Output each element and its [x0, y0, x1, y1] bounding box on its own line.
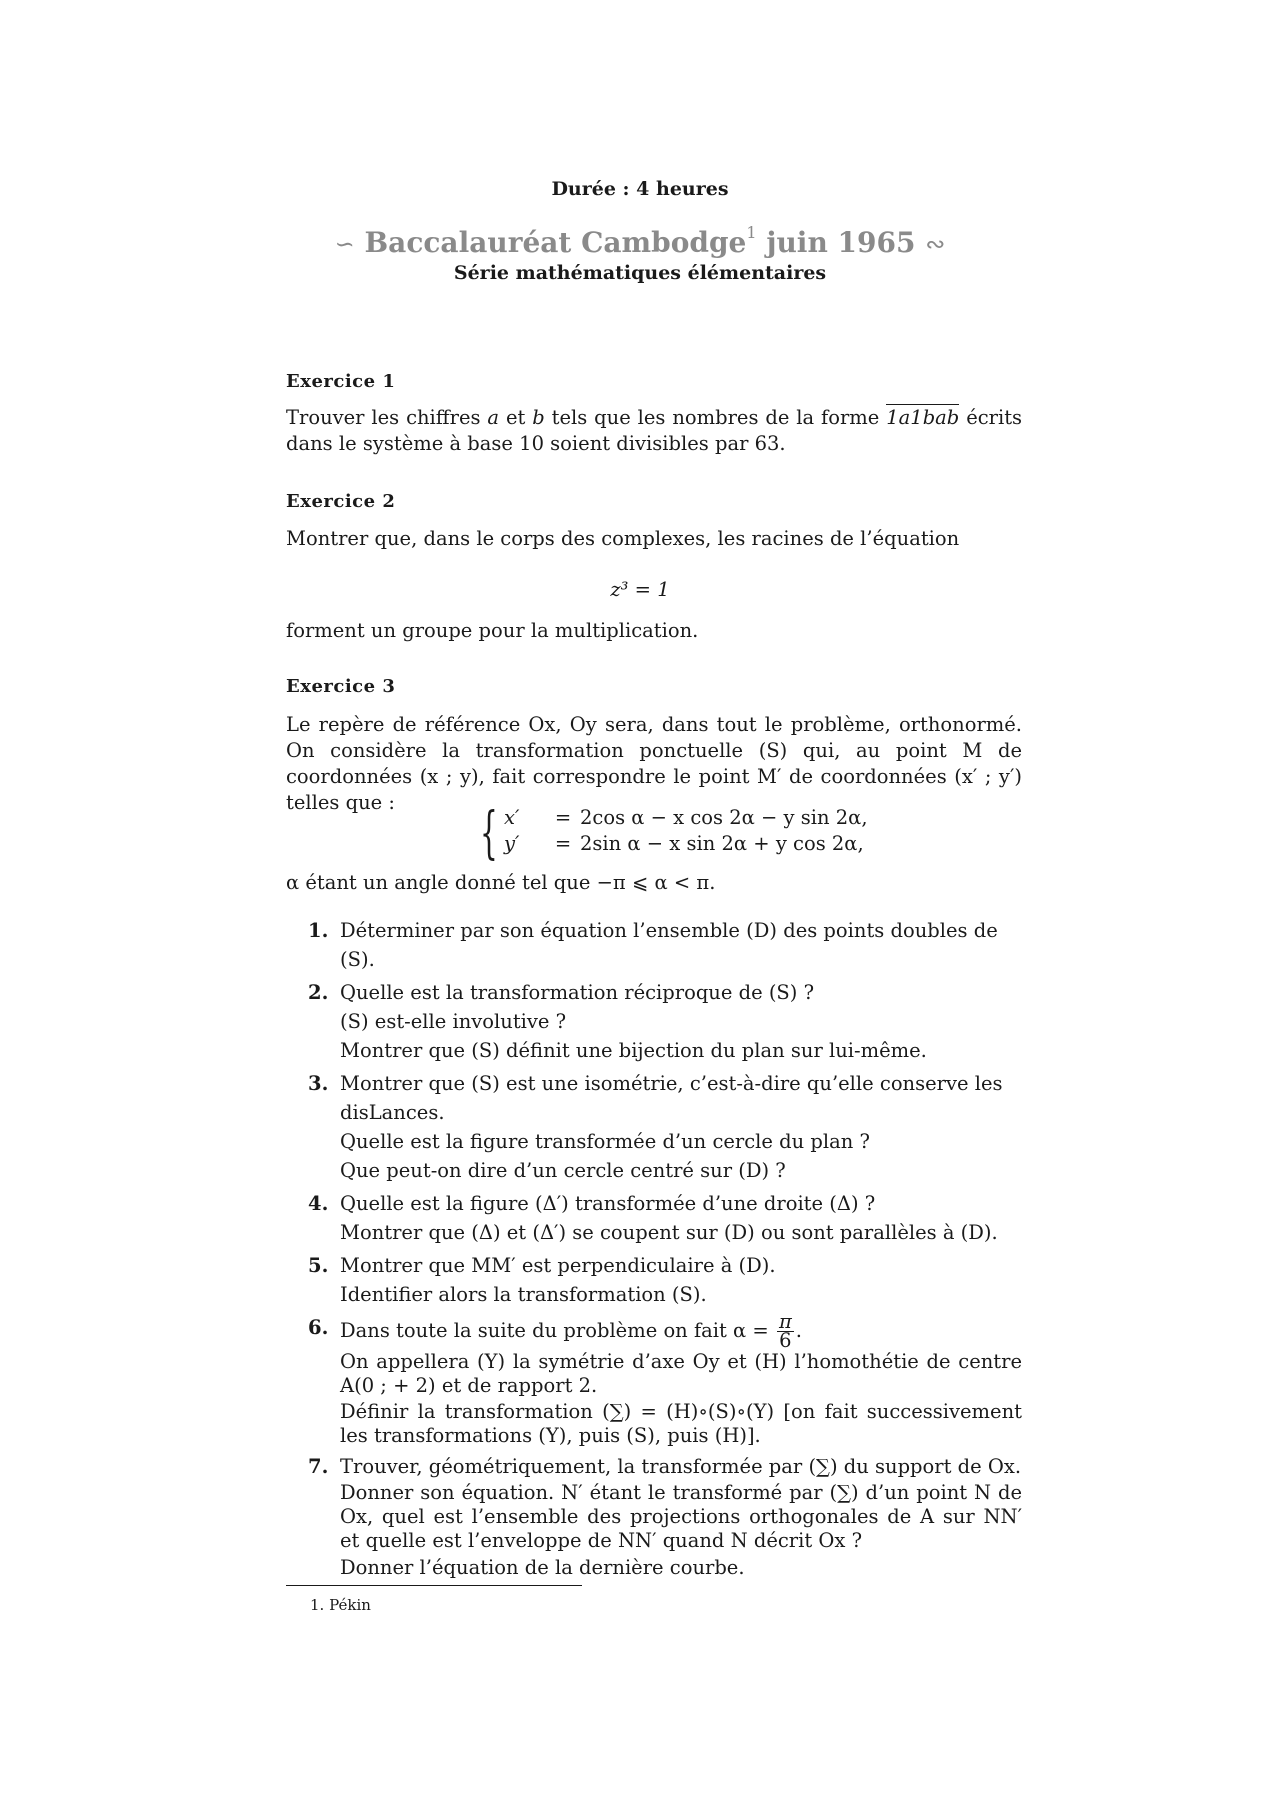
question-7 [310, 1452, 1022, 1582]
frac-top: π [778, 1310, 792, 1333]
question-line: Que peut-on dire d’un cercle centré sur (D) ? [340, 1159, 786, 1182]
question-line: (S) est-elle involutive ? [340, 1010, 567, 1033]
ex1-text-b: tels que les nombres de la forme [551, 406, 880, 429]
sys-y-eq: = [554, 832, 572, 855]
series-subtitle: Série mathématiques élémentaires [453, 262, 827, 284]
sys-x-lhs: x′ [504, 806, 520, 829]
footnote: 1. Pékin [310, 1596, 371, 1614]
question-number: 3. [308, 1072, 329, 1095]
right-ornament-icon: ∾ [925, 230, 946, 258]
question-line: Trouver, géométriquement, la transformée par (∑) du support de Ox. [340, 1455, 1022, 1478]
question-line: Donner l’équation de la dernière courbe. [340, 1556, 745, 1579]
system-row-y [504, 832, 864, 855]
fraction-pi-over-6 [777, 1310, 794, 1352]
question-line [340, 1310, 1022, 1352]
question-line: Définir la transformation (∑) = (H)∘(S)∘(Y) [on fait successivement les transformations (Y), puis (S), puis (H)]. [340, 1400, 1022, 1447]
question-line: Identifier alors la transformation (S). [340, 1283, 707, 1306]
exercise-1-text [286, 405, 1022, 457]
question-1 [310, 916, 1022, 974]
question-line: Donner son équation. N′ étant le transformé par (∑) d’un point N de Ox, quel est l’ensemble des projections orthogonales de A sur NN′ et quelle est l’enveloppe de NN′ quand N décrit Ox ? [340, 1481, 1022, 1552]
sys-x-rhs: 2cos α − x cos 2α − y sin 2α, [580, 806, 868, 829]
question-line: Montrer que (Δ) et (Δ′) se coupent sur (D) ou sont parallèles à (D). [340, 1221, 998, 1244]
ex1-text-et: et [505, 406, 526, 429]
question-6 [308, 1310, 1022, 1448]
exercise-3-heading: Exercice 3 [286, 676, 396, 697]
sys-y-lhs: y′ [504, 832, 520, 855]
duration-line: Durée : 4 heures [551, 178, 729, 200]
question-number: 7. [308, 1455, 329, 1478]
question-line: Montrer que (S) définit une bijection du plan sur lui-même. [340, 1039, 927, 1062]
question-number: 5. [308, 1254, 329, 1277]
question-number: 1. [308, 919, 329, 942]
ex1-text-c: écrits dans le système à base 10 soient divisibles par 63. [286, 406, 1023, 455]
left-ornament-icon: ∽ [334, 230, 355, 258]
question-line: Quelle est la figure transformée d’un cercle du plan ? [340, 1130, 870, 1153]
brace-icon: { [480, 801, 498, 866]
sys-y-rhs: 2sin α − x sin 2α + y cos 2α, [580, 832, 864, 855]
exercise-3-intro: Le repère de référence Ox, Oy sera, dans tout le problème, orthonormé. On considère la transformation ponctuelle (S) qui, au point M de coordonnées (x ; y), fait correspondre le point M′ de coordonnées (x′ ; y′) telles que : [286, 713, 1022, 814]
title-date: juin 1965 [766, 226, 916, 259]
sys-x-eq: = [554, 806, 572, 829]
page-title [0, 222, 1280, 259]
question-number: 4. [308, 1192, 329, 1215]
ex2-equation: z³ = 1 [610, 578, 670, 601]
ex1-var-b: b [532, 406, 545, 429]
footnote-mark: 1 [746, 222, 757, 242]
exercise-2-heading: Exercice 2 [286, 491, 396, 512]
exercise-2-equation [0, 578, 1280, 601]
system-row-x [504, 806, 868, 829]
ex1-var-a: a [487, 406, 500, 429]
q6-lead-end: . [795, 1319, 802, 1342]
question-line: On appellera (Y) la symétrie d’axe Oy et (H) l’homothétie de centre A(0 ; + 2) et de rapport 2. [340, 1350, 1022, 1397]
exercise-2-text-b: forment un groupe pour la multiplication. [286, 619, 699, 642]
question-3 [310, 1069, 1022, 1185]
question-4 [310, 1189, 1022, 1247]
exercise-1-heading: Exercice 1 [286, 371, 396, 392]
question-list [310, 916, 1022, 1582]
question-line: Montrer que MM′ est perpendiculaire à (D). [340, 1254, 776, 1277]
title-text: Baccalauréat Cambodge [364, 226, 747, 259]
q6-lead: Dans toute la suite du problème on fait α = [340, 1319, 769, 1342]
question-number: 6. [308, 1316, 329, 1339]
question-line: Déterminer par son équation l’ensemble (D) des points doubles de (S). [340, 919, 998, 971]
exercise-2-text-a: Montrer que, dans le corps des complexes, les racines de l’équation [286, 527, 960, 550]
question-5 [310, 1251, 1022, 1309]
footnote-rule [286, 1585, 582, 1586]
question-number: 2. [308, 981, 329, 1004]
question-line: Quelle est la figure (Δ′) transformée d’une droite (Δ) ? [340, 1192, 876, 1215]
question-line: Quelle est la transformation réciproque de (S) ? [340, 981, 815, 1004]
ex1-text-a: Trouver les chiffres [286, 406, 481, 429]
frac-bottom: 6 [779, 1329, 792, 1352]
question-line: Montrer que (S) est une isométrie, c’est-à-dire qu’elle conserve les disLances. [340, 1072, 1003, 1124]
exercise-3-after-system: α étant un angle donné tel que −π ⩽ α < π. [286, 871, 716, 894]
ex1-number: 1a1bab [886, 406, 960, 429]
question-2 [310, 978, 1022, 1065]
